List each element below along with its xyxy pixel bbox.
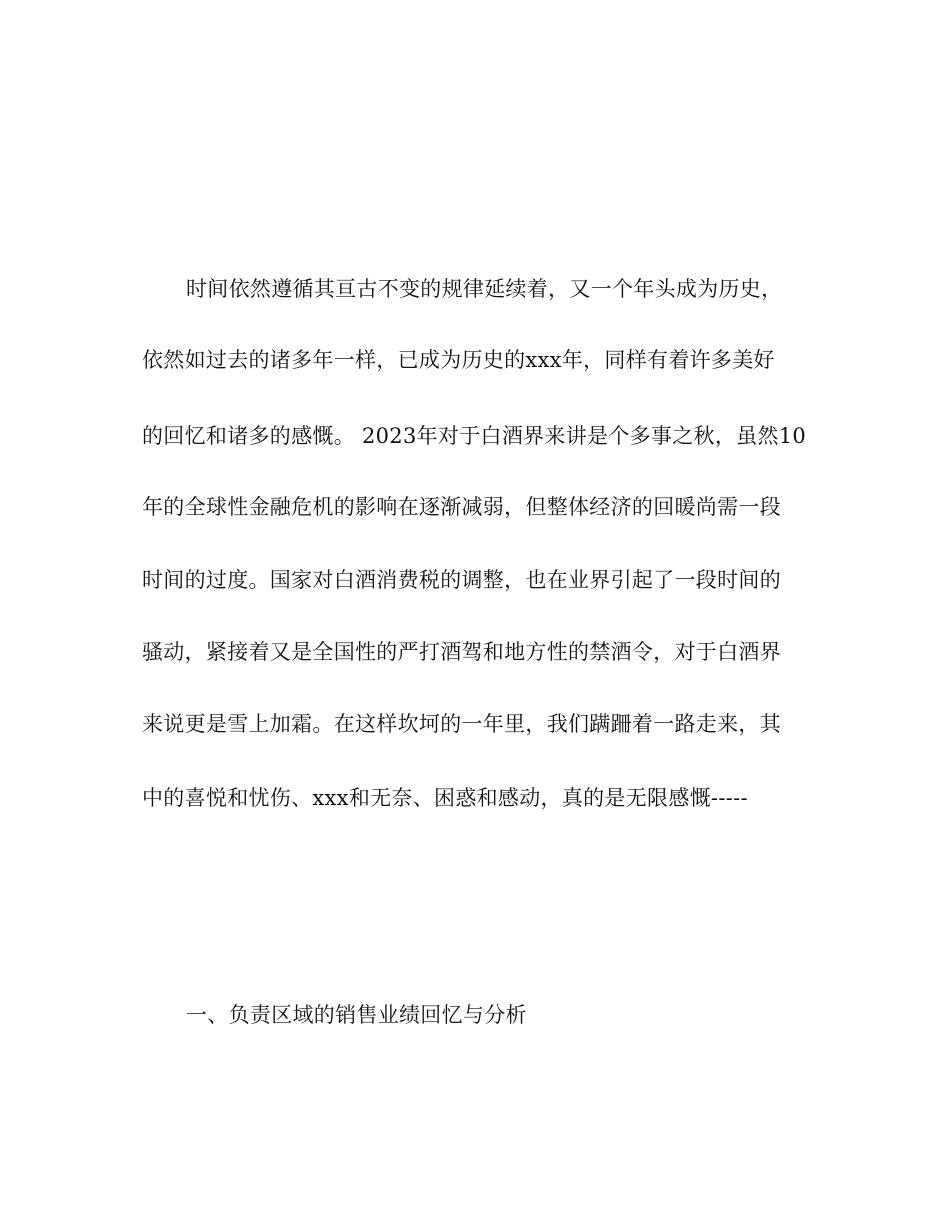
paragraph-line-2: 依然如过去的诸多年一样，已成为历史的xxx年，同样有着许多美好 <box>142 348 775 372</box>
paragraph-line-1: 时间依然遵循其亘古不变的规律延续着，又一个年头成为历史， <box>186 277 783 301</box>
section-heading: 一、负责区域的销售业绩回忆与分析 <box>186 1003 527 1027</box>
paragraph-line-4: 年的全球性金融危机的影响在逐渐减弱，但整体经济的回暖尚需一段 <box>142 495 781 519</box>
paragraph-line-7: 来说更是雪上加霜。在这样坎坷的一年里，我们蹒跚着一路走来，其 <box>142 712 781 736</box>
paragraph-line-6: 骚动，紧接着又是全国性的严打酒驾和地方性的禁酒令，对于白酒界 <box>142 640 781 664</box>
paragraph-line-5: 时间的过度。国家对白酒消费税的调整，也在业界引起了一段时间的 <box>142 568 781 592</box>
paragraph-line-8: 中的喜悦和忧伤、xxx和无奈、困惑和感动，真的是无限感慨----- <box>142 786 748 810</box>
paragraph-line-3: 的回忆和诸多的感慨。 2023年对于白酒界来讲是个多事之秋，虽然10 <box>142 424 807 448</box>
